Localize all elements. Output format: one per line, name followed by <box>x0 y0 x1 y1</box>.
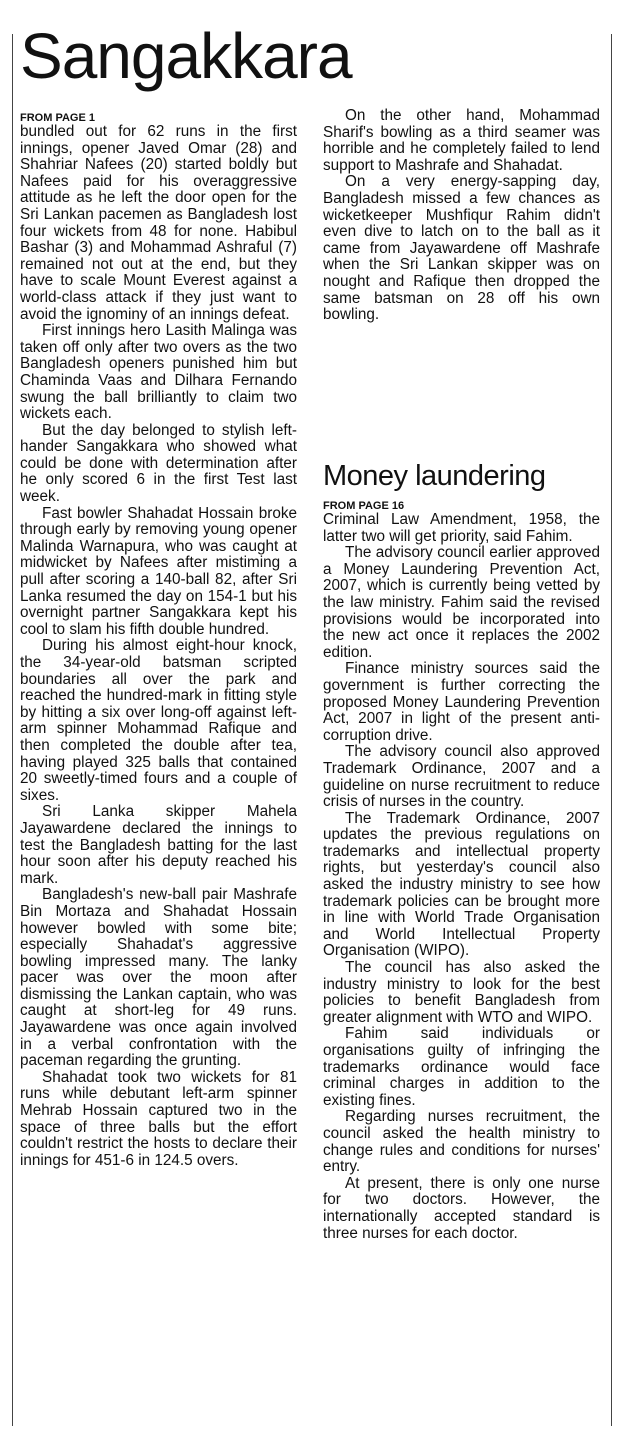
money-laundering-paragraph-7: Fahim said individuals or organisations guilty of infringing the trademarks ordinance would face criminal charges in addition to the existing fines. <box>323 1025 600 1109</box>
money-laundering-jump-label: FROM PAGE 16 <box>323 500 405 512</box>
sangakkara-paragraph-6: Sri Lanka skipper Mahela Jayawardene declared the innings to test the Bangladesh batting for the last hour soon after his deputy reached his mark. <box>20 803 297 887</box>
sangakkara-story-column-right <box>323 108 600 324</box>
sangakkara-paragraph-8: Shahadat took two wickets for 81 runs while debutant left-arm spinner Mehrab Hossain captured two in the space of three balls but the effort couldn't restrict the hosts to declare their innings for 451-6 in 124.5 overs. <box>20 1068 297 1169</box>
sangakkara-story-column-left <box>20 112 297 1169</box>
money-laundering-paragraph-4: The advisory council also approved Trademark Ordinance, 2007 and a guideline on nurse recruitment to reduce crisis of nurses in the country. <box>323 743 600 811</box>
sangakkara-paragraph-3: But the day belonged to stylish left-hander Sangakkara who showed what could be done with determination after he only scored 6 in the first Test last week. <box>20 421 297 506</box>
money-laundering-paragraph-9: At present, there is only one nurse for two doctors. However, the internationally accepted standard is three nurses for each doctor. <box>323 1174 600 1242</box>
money-laundering-paragraph-2: The advisory council earlier approved a Money Laundering Prevention Act, 2007, which is currently being vetted by the law ministry. Fahim said the revised provisions would be incorporated into the new act once it replaces the 2002 edition. <box>323 544 600 661</box>
sangakkara-paragraph-2: First innings hero Lasith Malinga was taken off only after two overs as the two Bangladesh openers punished him but Chaminda Vaas and Dilhara Fernando swung the ball brilliantly to claim two wickets each. <box>20 322 297 423</box>
sangakkara-headline: Sangakkara <box>20 20 352 92</box>
sangakkara-paragraph-10: On a very energy-sapping day, Bangladesh missed a few chances as wicketkeeper Mushfiqur Rahim didn't even dive to latch on to the ball as it came from Jayawardene off Mashrafe when the Sri Lankan skipper was on nought and Rafique then dropped the same batsman on 28 off his own bowling. <box>323 173 600 324</box>
sangakkara-paragraph-7: Bangladesh's new-ball pair Mashrafe Bin Mortaza and Shahadat Hossain however bowled with some bite; especially Shahadat's aggressive bowling impressed many. The lanky pacer was over the moon after dismissing the Lankan captain, who was caught at short-leg for 49 runs. Jayawardene was once again involved in a verbal confrontation with the paceman regarding the grunting. <box>20 886 297 1070</box>
sangakkara-jump-label: FROM PAGE 1 <box>20 112 95 124</box>
money-laundering-headline: Money laundering <box>323 460 546 492</box>
left-column-rule <box>12 34 13 1426</box>
sangakkara-paragraph-9: On the other hand, Mohammad Sharif's bowling as a third seamer was horrible and he completely failed to lend support to Mashrafe and Shahadat. <box>323 107 600 174</box>
sangakkara-paragraph-4: Fast bowler Shahadat Hossain broke through early by removing young opener Malinda Warnapura, who was caught at midwicket by Nafees after mistiming a pull after scoring a 140-ball 82, after Sri Lanka resumed the day on 154-1 but his overnight partner Sangakkara kept his cool to slam his fifth double hundred. <box>20 504 297 638</box>
right-column-rule <box>611 34 612 1426</box>
money-laundering-paragraph-1: Criminal Law Amendment, 1958, the latter two will get priority, said Fahim. <box>323 511 600 545</box>
money-laundering-story-column <box>323 500 600 1242</box>
money-laundering-paragraph-6: The council has also asked the industry ministry to look for the best policies to benefit Bangladesh from greater alignment with WTO and WIPO. <box>323 959 600 1026</box>
money-laundering-paragraph-8: Regarding nurses recruitment, the council asked the health ministry to change rules and conditions for nurses' entry. <box>323 1108 600 1176</box>
money-laundering-paragraph-3: Finance ministry sources said the government is further correcting the proposed Money Laundering Prevention Act, 2007 in light of the present anti-corruption drive. <box>323 660 600 744</box>
sangakkara-paragraph-5: During his almost eight-hour knock, the 34-year-old batsman scripted boundaries all over the park and reached the hundred-mark in fitting style by hitting a six over long-off against left-arm spinner Mohammad Rafique and then completed the double after tea, having played 325 balls that contained 20 sweetly-timed fours and a couple of sixes. <box>20 637 297 804</box>
sangakkara-paragraph-1: bundled out for 62 runs in the first innings, opener Javed Omar (28) and Shahriar Nafees (20) started boldly but Nafees paid for his overaggressive attitude as he left the door open for the Sri Lankan pacemen as Bangladesh lost four wickets from 48 for none. Habibul Bashar (3) and Mohammad Ashraful (7) remained not out at the end, but they have to scale Mount Everest against a world-class attack if they just want to avoid the ignominy of an innings defeat. <box>20 123 297 323</box>
money-laundering-paragraph-5: The Trademark Ordinance, 2007 updates the previous regulations on trademarks and intellectual property rights, but yesterday's council also asked the industry ministry to see how trademark policies can be brought more in line with World Trade Organisation and World Intellectual Property Organisation (WIPO). <box>323 809 600 960</box>
